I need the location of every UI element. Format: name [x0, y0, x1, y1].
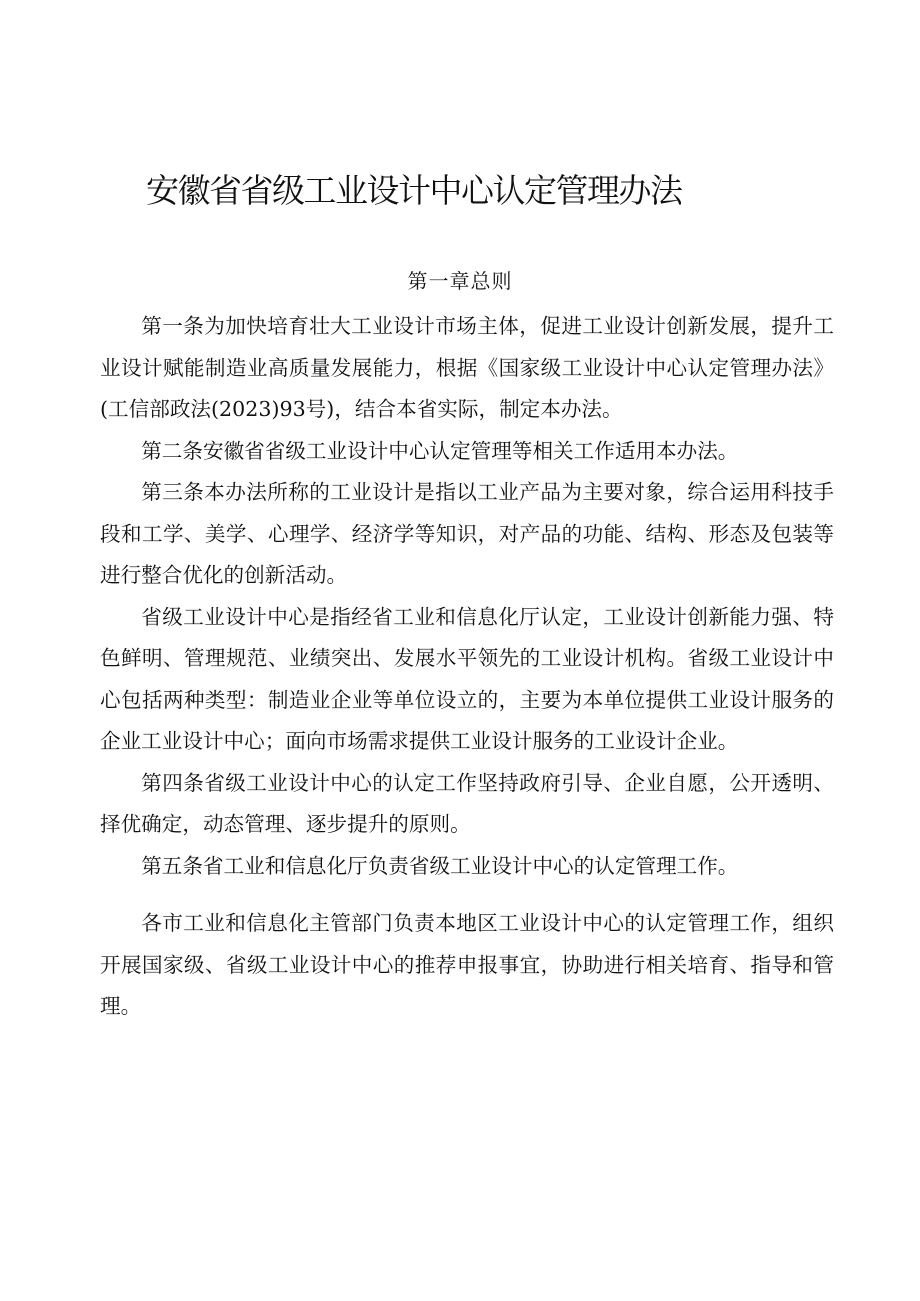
paragraph-article-2: 第二条安徽省省级工业设计中心认定管理等相关工作适用本办法。: [141, 438, 739, 463]
paragraph-article-4: 第四条省级工业设计中心的认定工作坚持政府引导、企业自愿，公开透明、择优确定，动态管理、逐步提升的原则。: [100, 770, 834, 836]
document-title: 安徽省省级工业设计中心认定管理办法: [146, 171, 682, 210]
chapter-heading: 第一章总则: [407, 269, 513, 293]
paragraph-article-1: 第一条为加快培育壮大工业设计市场主体，促进工业设计创新发展，提升工业设计赋能制造业高质量发展能力，根据《国家级工业设计中心认定管理办法》(工信部政法(2023)93号)，结合本省实际，制定本办法。: [100, 314, 834, 421]
document-body: [100, 306, 834, 1028]
paragraph-article-3-continued: 省级工业设计中心是指经省工业和信息化厅认定，工业设计创新能力强、特色鲜明、管理规范、业绩突出、发展水平领先的工业设计机构。省级工业设计中心包括两种类型：制造业企业等单位设立的，主要为本单位提供工业设计服务的企业工业设计中心；面向市场需求提供工业设计服务的工业设计企业。: [100, 604, 834, 753]
paragraph-article-3: 第三条本办法所称的工业设计是指以工业产品为主要对象，综合运用科技手段和工学、美学、心理学、经济学等知识，对产品的功能、结构、形态及包装等进行整合优化的创新活动。: [100, 480, 834, 587]
paragraph-article-5-continued: 各市工业和信息化主管部门负责本地区工业设计中心的认定管理工作，组织开展国家级、省级工业设计中心的推荐申报事宜，协助进行相关培育、指导和管理。: [100, 911, 834, 1018]
paragraph-article-5: 第五条省工业和信息化厅负责省级工业设计中心的认定管理工作。: [141, 853, 739, 878]
